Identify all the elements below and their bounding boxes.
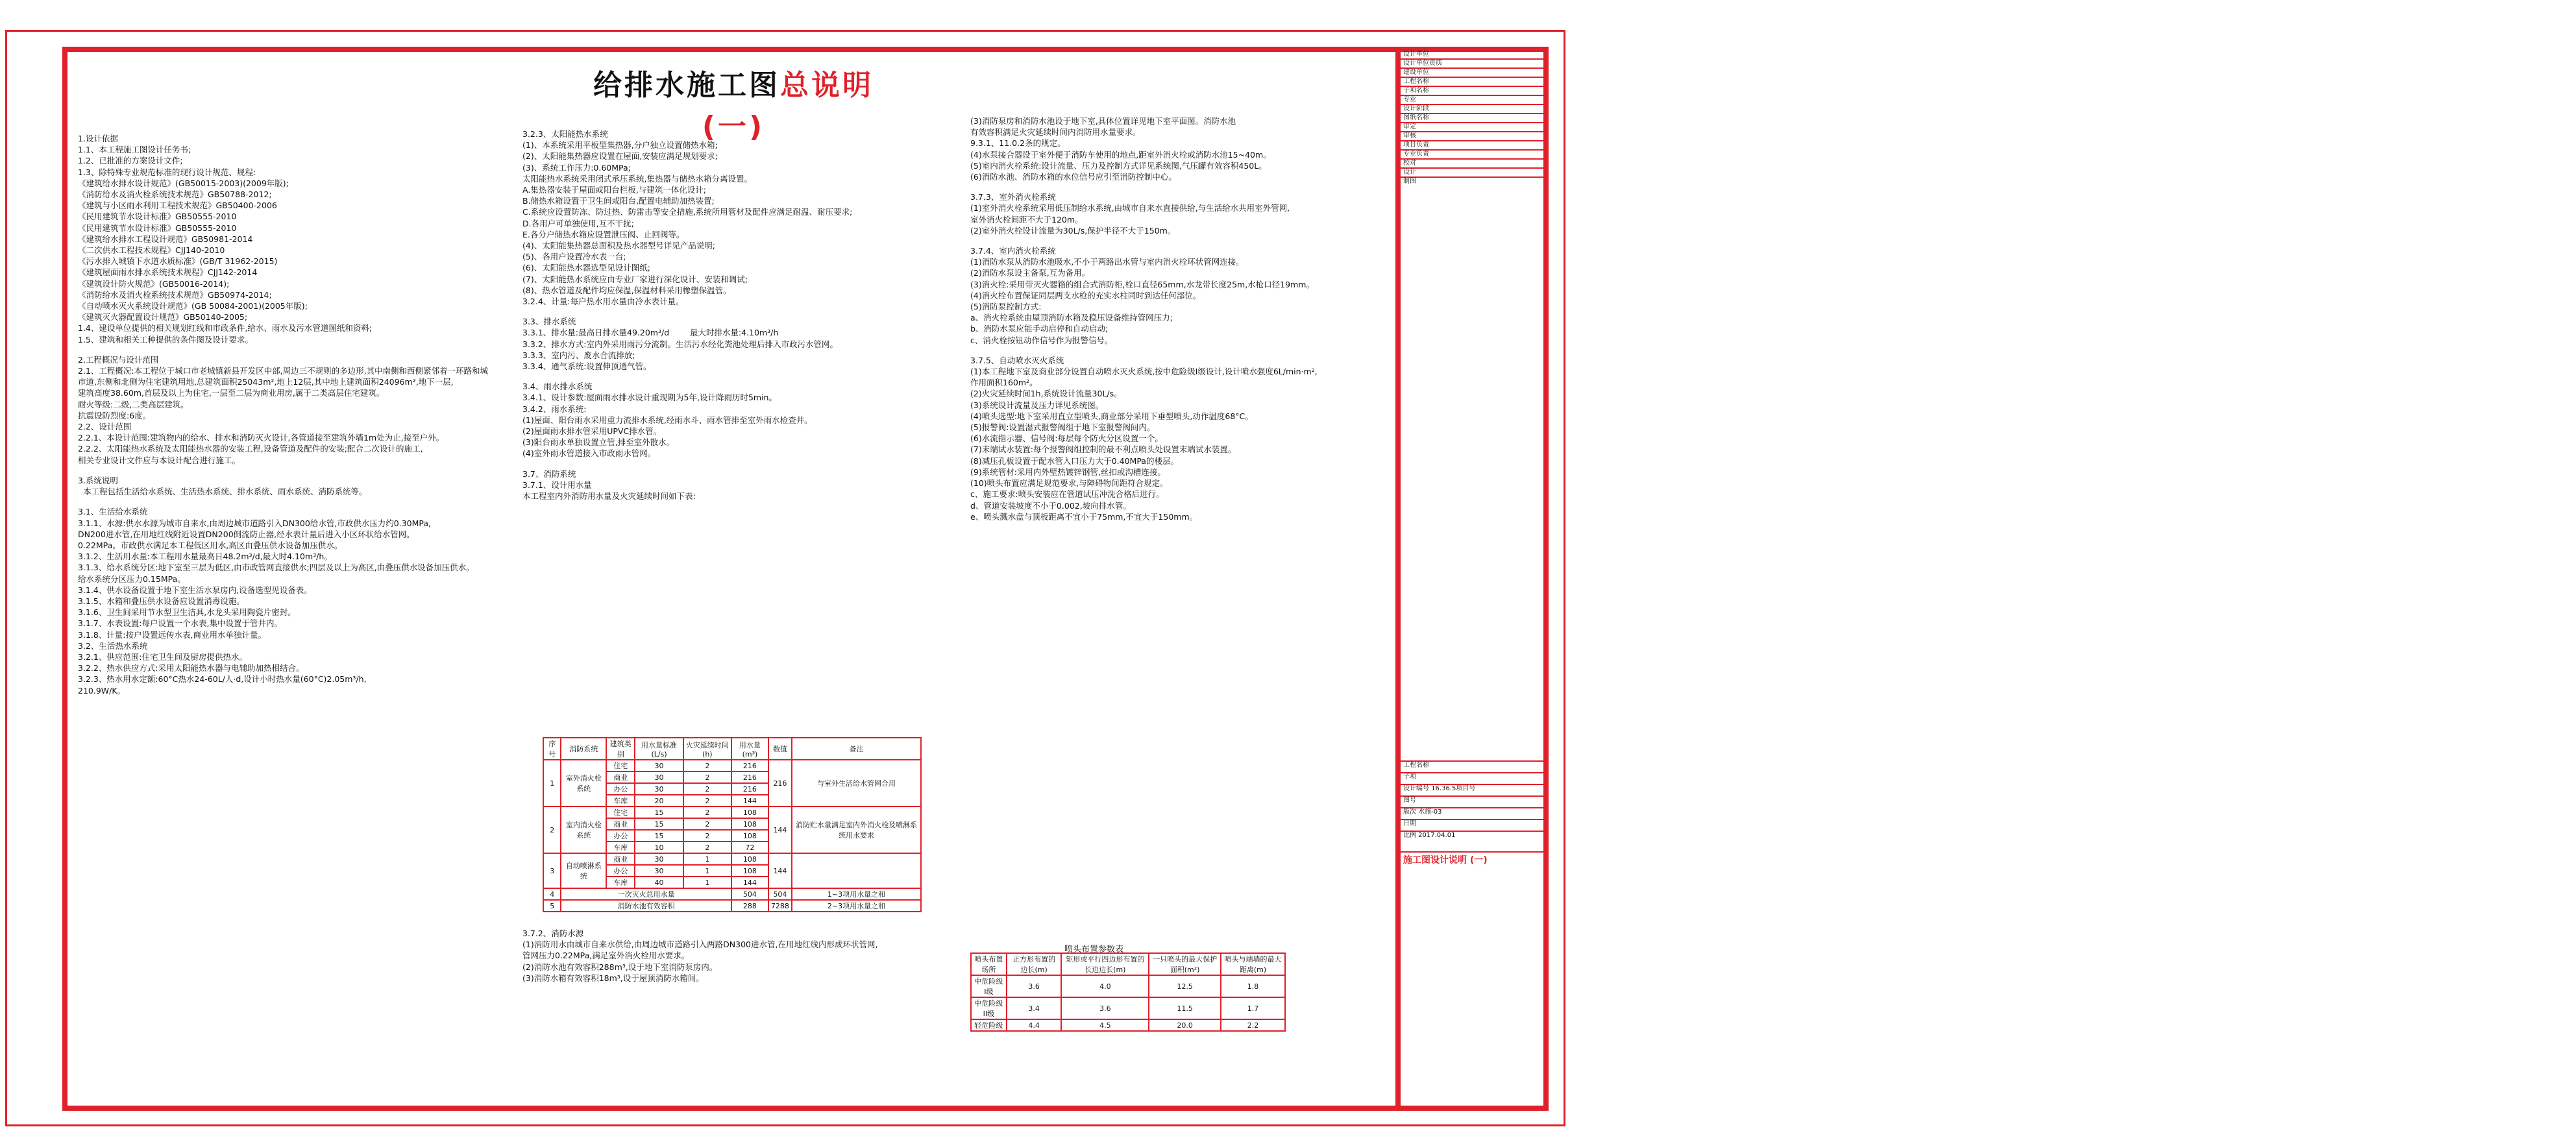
note-line [970,182,1425,191]
title-block-label: 工程名称 [1403,762,1429,769]
note-line: (2)、太阳能集热器应设置在屋面,安装应满足规划要求; [522,151,718,162]
sprinkler-parameter-table [970,952,1286,1032]
table-cell: 2 [683,830,731,842]
note-line: 《建筑给水排水工程设计规范》GB50981-2014 [78,234,253,244]
note-line: 2.1、工程概况:本工程位于城口市老城镇新县开发区中部,周边三不规则的多边形,其中南侧和西侧紧邻着一环路和城 [78,366,489,376]
note-line: c、施工要求:喷头安装应在管道试压冲洗合格后进行。 [970,489,1164,500]
title-block-row: 建设单位 [1401,67,1549,77]
table-cell: 40 [635,877,683,888]
note-line: (2)消防水池有效容积288m³,设于地下室消防泵房内。 [522,962,718,972]
table-cell: 4.0 [1061,975,1149,997]
note-line: 3.7.5、自动喷水灭火系统 [970,355,1064,365]
table-cell: 消防水池有效容积 [561,900,731,912]
title-block-row [1401,772,1549,784]
note-line: 1.4、建设单位提供的相关规划红线和市政条件,给水、雨水及污水管道图纸和资料; [78,323,373,334]
table-cell: 144 [768,806,792,853]
note-line: 1.设计依据 [78,134,118,143]
note-line: 《污水排入城镇下水道水质标准》(GB/T 31962-2015) [78,256,278,267]
note-line: C.系统应设置防冻、防过热、防雷击等安全措施,系统所用管材及配件应满足耐温、耐压要求; [522,207,853,217]
note-line: 有效容积满足火灾延续时间内消防用水量要求。 [970,127,1141,138]
table-cell: 216 [731,771,768,783]
title-block-row: 审定 [1401,122,1549,131]
table-cell: 轻危险级 [971,1019,1007,1031]
table-cell: 一次灭火总用水量 [561,888,731,900]
note-line: 1.1、本工程施工图设计任务书; [78,145,191,155]
table-cell: 30 [635,853,683,865]
fire-table-header [543,738,921,760]
note-line: 抗震设防烈度:6度。 [78,410,151,420]
title-block-row: 设计单位资质 [1401,58,1549,67]
table-cell: 喷头布置场所 [971,953,1007,975]
table-cell: 正方形布置的边长(m) [1007,953,1062,975]
note-line: (3)、系统工作压力:0.60MPa; [522,162,631,173]
note-line: (3)消火栓:采用带灭火器箱的组合式消防柜,栓口直径65mm,水龙带长度25m,水枪口径19mm。 [970,279,1314,289]
note-line: (5)消防泵控制方式: [970,302,1042,312]
note-line: 3.1、生活给水系统 [78,507,148,517]
table-row [543,888,921,900]
note-line: 3.7.2、消防水源 [522,928,584,938]
table-cell: 30 [635,865,683,877]
title-block-value: 16.36.5项目号 [1429,785,1476,792]
table-cell: 车库 [606,842,635,853]
note-line: 3.系统说明 [78,475,118,485]
note-line: 3.2.4、计量:每户热水用水量由冷水表计量。 [522,297,684,307]
table-cell: 自动喷淋系统 [561,853,606,888]
table-cell: 室内消火栓系统 [561,806,606,853]
note-line: c、消火栓按钮动作信号作为报警信号。 [970,335,1113,345]
table-cell: 办公 [606,830,635,842]
table-cell: 办公 [606,783,635,795]
table-cell: 住宅 [606,806,635,818]
title-block [1395,47,1549,1111]
table-row [971,975,1285,997]
table-cell: 504 [768,888,792,900]
note-line: (6)水流指示器、信号阀:每层每个防火分区设置一个。 [970,433,1163,444]
table-cell: 火灾延续时间(h) [683,738,731,760]
note-line: (7)、太阳能热水系统应由专业厂家进行深化设计、安装和调试; [522,274,748,284]
note-line: 《消防给水及消火栓系统技术规范》GB50974-2014; [78,289,272,300]
note-line: 本工程室内外消防用水量及火灾延续时间如下表: [522,491,696,502]
table-cell: 住宅 [606,760,635,771]
table-cell: 5 [543,900,561,912]
table-row [543,806,921,818]
table-cell: 中危险级I级 [971,975,1007,997]
table-cell: 用水量(m³) [731,738,768,760]
table-cell: 108 [731,853,768,865]
table-cell: 数值 [768,738,792,760]
note-line: (2)屋面雨水排水管采用UPVC排水管。 [522,426,662,437]
note-line: 3.3、排水系统 [522,317,576,327]
table-cell: 30 [635,771,683,783]
note-line: 《建筑给水排水设计规范》(GB50015-2003)(2009年版); [78,178,289,188]
note-line: 210.9W/K。 [78,685,126,696]
note-line: (5)、各用户设置冷水表一台; [522,252,626,262]
note-line: (6)、太阳能热水器选型见设计图纸; [522,263,650,273]
table-cell: 商业 [606,771,635,783]
note-line [970,236,1425,245]
note-line: 3.1.1、水源:供水水源为城市自来水,由周边城市道路引入DN300给水管,市政供水压力约0.30MPa, [78,518,432,528]
table-cell: 3 [543,853,561,888]
table-cell: 20.0 [1149,1019,1221,1031]
title-block-row: 子项名称 [1401,86,1549,95]
note-line: E.各分户储热水箱应设置泄压阀、止回阀等。 [522,229,685,239]
title-block-row [1401,795,1549,807]
note-line: 3.2、生活热水系统 [78,640,148,651]
table-cell: 消防贮水量满足室内外消火栓及喷淋系统用水要求 [792,806,921,853]
note-line: 3.1.4、供水设备设置于地下室生活水泵房内,设备选型见设备表。 [78,585,312,595]
note-line: (1)室外消火栓系统采用低压制给水系统,由城市自来水直接供给,与生活给水共用室外管网, [970,203,1290,213]
title-block-label: 版次 [1403,808,1416,816]
title-block-row: 图纸名称 [1401,113,1549,122]
table-cell: 1~3项用水量之和 [792,888,921,900]
title-block-row: 审核 [1401,131,1549,140]
table-cell: 2 [543,806,561,853]
table-cell: 15 [635,806,683,818]
fire-water-demand-table [543,737,922,912]
table-cell: 商业 [606,853,635,865]
title-block-row: 设计 [1401,167,1549,176]
table-row [971,997,1285,1019]
table-cell: 216 [731,783,768,795]
title-part-2: 总说明(一) [702,69,874,143]
note-line: DN200进水管,在用地红线附近设置DN200倒流防止器,经水表计量后进入小区环状给水管网。 [78,529,415,539]
note-line: 相关专业设计文件应与本设计配合进行施工。 [78,455,241,465]
table-cell: 4 [543,888,561,900]
note-line [78,345,519,354]
title-block-row: 设计阶段 [1401,104,1549,113]
table-cell: 3.6 [1061,997,1149,1019]
table-cell: 4.4 [1007,1019,1062,1031]
table-cell: 与室外生活给水管网合用 [792,760,921,806]
table-cell: 建筑类别 [606,738,635,760]
table-cell: 车库 [606,877,635,888]
table-cell: 2 [683,842,731,853]
table-cell: 3.6 [1007,975,1062,997]
title-block-row [1401,807,1549,819]
table-cell: 2 [683,806,731,818]
title-block-label: 日期 [1403,820,1416,827]
note-line: 《建筑与小区雨水利用工程技术规范》GB50400-2006 [78,200,277,211]
note-line: 《消防给水及消火栓系统技术规范》GB50788-2012; [78,189,272,200]
note-line: 3.2.2、热水供应方式:采用太阳能热水器与电辅助加热相结合。 [78,663,304,673]
table-cell: 10 [635,842,683,853]
note-line: B.储热水箱设置于卫生间或阳台,配置电辅助加热装置; [522,196,715,206]
table-cell: 喷头与端墙的最大距离(m) [1221,953,1285,975]
note-line: 3.7、消防系统 [522,468,576,479]
note-line: 给水系统分区压力0.15MPa。 [78,574,186,584]
title-block-label: 子项 [1403,773,1416,781]
note-line: 3.1.2、生活用水量:本工程用水量最高日48.2m³/d,最大时4.10m³/h。 [78,552,332,562]
note-line: (3)消防泵房和消防水池设于地下室,具体位置详见地下室平面图。消防水池 [970,116,1236,126]
note-line: 3.4.1、设计参数:屋面雨水排水设计重现期为5年,设计降雨历时5min。 [522,393,777,403]
note-line: 《自动喷水灭火系统设计规范》(GB 50084-2001)(2005年版); [78,301,308,311]
note-line: 3.4.2、雨水系统: [522,404,587,414]
table-cell: 4.5 [1061,1019,1149,1031]
note-line: d、管道安装坡度不小于0.002,坡向排水管。 [970,500,1131,511]
table-cell: 2~3项用水量之和 [792,900,921,912]
note-line: (6)消防水池、消防水箱的水位信号应引至消防控制中心。 [970,172,1177,182]
note-line: 9.3.1、11.0.2条的规定。 [970,138,1066,149]
title-block-value: 2017.04.01 [1416,832,1456,839]
notes-column-1 [78,133,519,696]
note-line: (3)消防水箱有效容积18m³,设于屋顶消防水箱间。 [522,973,704,983]
note-line: 1.2、已批准的方案设计文件; [78,156,183,166]
drawing-title: 施工图设计说明 (一) [1401,851,1549,868]
note-line: (4)喷头选型:地下室采用直立型喷头,商业部分采用下垂型喷头,动作温度68°C。 [970,411,1253,421]
note-line [522,459,977,468]
note-line: (2)消防水泵设主备泵,互为备用。 [970,268,1090,278]
table-cell: 1.8 [1221,975,1285,997]
note-line: 3.1.8、计量:按户设置远传水表,商业用水单独计量。 [78,629,266,640]
table-cell: 15 [635,830,683,842]
table-cell: 108 [731,806,768,818]
table-cell: 1 [683,865,731,877]
table-cell: 车库 [606,795,635,806]
note-line: 3.3.4、通气系统:设置伸顶通气管。 [522,361,652,372]
note-line: (3)阳台雨水单独设置立管,排至室外散水。 [522,437,675,448]
table-cell: 1 [683,877,731,888]
note-line: 太阳能热水系统采用闭式承压系统,集热器与储热水箱分离设置。 [522,173,752,184]
note-line: (4)、太阳能集热器总面积及热水器型号详见产品说明; [522,241,715,251]
note-line: 3.1.6、卫生间采用节水型卫生洁具,水龙头采用陶瓷片密封。 [78,607,296,618]
table-cell: 108 [731,818,768,830]
table-cell: 1 [543,760,561,806]
title-block-row: 项目负责 [1401,140,1549,149]
table-row [543,760,921,771]
title-block-row: 专业 [1401,95,1549,104]
note-line: (4)室外雨水管道接入市政雨水管网。 [522,448,656,459]
note-line: 《建筑设计防火规范》(GB50016-2014); [78,278,230,289]
table-row [543,853,921,865]
note-line: 《建筑灭火器配置设计规范》GB50140-2005; [78,312,248,322]
note-line: (8)减压孔板设置于配水管入口压力大于0.40MPa的楼层。 [970,455,1179,466]
table-cell: 室外消火栓系统 [561,760,606,806]
title-block-row [1401,831,1549,842]
table-cell: 消防系统 [561,738,606,760]
note-line: (5)报警阀:设置湿式报警阀组于地下室报警阀间内。 [970,422,1155,433]
table-cell: 216 [731,760,768,771]
note-line: 0.22MPa。市政供水满足本工程低区用水,高区由叠压供水设备加压供水。 [78,540,343,550]
note-line: 3.3.1、排水量:最高日排水量49.20m³/d 最大时排水量:4.10m³/h [522,328,779,338]
table-cell: 504 [731,888,768,900]
table-cell: 30 [635,760,683,771]
note-line: 3.2.3、太阳能热水系统 [522,129,608,139]
title-block-value: 水施-03 [1416,808,1442,816]
table-cell: 2.2 [1221,1019,1285,1031]
note-line: 1.5、建筑和相关工种提供的条件图及设计要求。 [78,334,253,345]
note-line: 3.3.3、室内污、废水合流排放; [522,350,635,360]
note-line: 1.3、除特殊专业规范标准的现行设计规范、规程: [78,167,256,177]
title-block-row [1401,784,1549,795]
note-line: 3.3.2、排水方式:室内外采用雨污分流制。生活污水经化粪池处理后排入市政污水管网。 [522,339,839,349]
table-cell: 108 [731,830,768,842]
table-cell: 15 [635,818,683,830]
table-cell: 30 [635,783,683,795]
note-line: 本工程包括生活给水系统、生活热水系统、排水系统、雨水系统、消防系统等。 [78,487,367,497]
table-cell: 20 [635,795,683,806]
note-line: 3.7.3、室外消火栓系统 [970,192,1056,202]
note-line: 3.7.4、室内消火栓系统 [970,246,1056,256]
title-block-label: 比例 [1403,832,1416,839]
table-cell: 用水量标准(L/s) [635,738,683,760]
note-line: 2.2.2、太阳能热水系统及太阳能热水器的安装工程,设备管道及配件的安装;配合二次设计的施工, [78,444,423,454]
table-cell: 序号 [543,738,561,760]
note-line [522,372,977,381]
table-cell: 288 [731,900,768,912]
table-cell: 2 [683,771,731,783]
note-line: 耐火等级:二级,二类高层建筑。 [78,399,189,409]
table-cell: 144 [731,877,768,888]
note-line: (4)消火栓布置保证同层两支水枪的充实水柱同时到达任何部位。 [970,290,1201,300]
note-line: 2.2.1、本设计范围:建筑物内的给水、排水和消防灭火设计,各管道接至建筑外墙1m处为止,接至户外。 [78,433,445,443]
note-line: (2)室外消火栓设计流量为30L/s,保护半径不大于150m。 [970,225,1176,236]
note-line: 管网压力0.22MPa,满足室外消火栓用水要求。 [522,951,690,961]
table-cell: 216 [768,760,792,806]
title-block-row: 制图 [1401,176,1549,186]
table-cell: 1.7 [1221,997,1285,1019]
note-line: 《建筑屋面雨水排水系统技术规程》CJJ142-2014 [78,267,258,278]
note-line: (1)、本系统采用平板型集热器,分户独立设置储热水箱; [522,140,718,151]
table-cell: 108 [731,865,768,877]
note-line: (9)系统管材:采用内外壁热镀锌钢管,丝扣或沟槽连接。 [970,467,1166,477]
table-cell: 矩形或平行四边形布置的长边边长(m) [1061,953,1149,975]
table-cell: 办公 [606,865,635,877]
table-cell: 144 [768,853,792,888]
note-line: 市道,东侧和北侧为住宅建筑用地,总建筑面积25043m²,地上12层,其中地上建筑面积24096m²,地下一层, [78,377,454,387]
note-line: 3.1.3、给水系统分区:地下室至三层为低区,由市政管网直接供水;四层及以上为高区,由叠压供水设备加压供水。 [78,563,474,573]
table-cell: 3.4 [1007,997,1062,1019]
title-block-label: 设计编号 [1403,785,1429,792]
table-cell: 2 [683,783,731,795]
note-line: 3.2.1、供应范围:住宅卫生间及厨房提供热水。 [78,651,248,662]
notes-column-2-fire-source [522,928,977,984]
sprinkler-table-header [971,953,1285,975]
note-line: 3.7.1、设计用水量 [522,479,592,490]
note-line: e、喷头溅水盘与顶板距离不宜小于75mm,不宜大于150mm。 [970,511,1198,522]
title-block-row [1401,760,1549,772]
note-line: (1)消防用水由城市自来水供给,由周边城市道路引入两路DN300进水管,在用地红线内形成环状管网, [522,940,878,950]
table-cell: 11.5 [1149,997,1221,1019]
note-line: (7)末端试水装置:每个报警阀组控制的最不利点喷头处设置末端试水装置。 [970,444,1236,455]
table-cell: 中危险级II级 [971,997,1007,1019]
title-part-1: 给排水施工图 [593,69,780,102]
title-block-row: 工程名称 [1401,77,1549,86]
note-line: A.集热器安装于屋面或阳台栏板,与建筑一体化设计; [522,185,706,195]
note-line: D.各用户可单独使用,互不干扰; [522,218,634,228]
note-line: (8)、热水管道及配件均应保温,保温材料采用橡塑保温管。 [522,285,731,295]
notes-column-3 [970,115,1425,522]
table-cell: 72 [731,842,768,853]
note-line: 作用面积160m²。 [970,378,1038,388]
note-line: a、消火栓系统由屋顶消防水箱及稳压设备维持管网压力; [970,313,1173,323]
table-cell: 12.5 [1149,975,1221,997]
note-line: 3.2.3、热水用水定额:60°C热水24-60L/人·d,设计小时热水量(60°C)2.05m³/h, [78,674,367,685]
note-line: (10)喷头布置应满足规范要求,与障碍物间距符合规定。 [970,478,1168,489]
table-cell: 2 [683,795,731,806]
title-block-row: 专业负责 [1401,149,1549,158]
note-line: 《民用建筑节水设计标准》GB50555-2010 [78,223,237,233]
note-line: (4)水泵接合器设于室外便于消防车使用的地点,距室外消火栓或消防水池15~40m。 [970,149,1271,160]
note-line: 2.工程概况与设计范围 [78,354,159,365]
table-cell: 7288 [768,900,792,912]
table-cell: 一只喷头的最大保护面积(m²) [1149,953,1221,975]
sprinkler-table-title: 喷头布置参数表 [1064,945,1124,954]
note-line: 建筑高度38.60m,首层及以上为住宅,一层至二层为商业用房,属于二类高层住宅建筑。 [78,388,385,398]
note-line: (1)本工程地下室及商业部分设置自动喷水灭火系统,按中危险级I级设计,设计喷水强度6L/min·m², [970,367,1318,377]
note-line: 3.1.7、水表设置:每户设置一个水表,集中设置于管井内。 [78,618,282,629]
table-cell: 1 [683,853,731,865]
table-cell: 144 [731,795,768,806]
note-line: 2.2、设计范围 [78,422,132,432]
title-block-row [1401,819,1549,831]
title-block-row: 校对 [1401,158,1549,167]
table-cell: 备注 [792,738,921,760]
note-line: (3)系统设计流量及压力详见系统图。 [970,400,1104,410]
note-line: 《二次供水工程技术规程》CJJ140-2010 [78,245,225,256]
table-row [543,900,921,912]
note-line [78,466,519,475]
table-row [971,1019,1285,1031]
table-cell: 商业 [606,818,635,830]
note-line: 3.4、雨水排水系统 [522,382,593,392]
table-cell [792,853,921,888]
note-line: 室外消火栓间距不大于120m。 [970,214,1083,224]
note-line: 3.1.5、水箱和叠压供水设备应设置消毒设施。 [78,596,245,606]
title-block-label: 图号 [1403,797,1416,804]
note-line [970,346,1425,355]
note-line [78,497,519,506]
note-line: b、消防水泵应能手动启停和自动启动; [970,324,1109,334]
notes-column-2 [522,128,977,502]
note-line [522,307,977,316]
table-cell: 2 [683,818,731,830]
note-line: (1)屋面、阳台雨水采用重力流排水系统,经雨水斗、雨水管排至室外雨水检查井。 [522,415,813,425]
table-cell: 2 [683,760,731,771]
note-line: 《民用建筑节水设计标准》GB50555-2010 [78,212,237,222]
note-line: (5)室内消火栓系统:设计流量、压力及控制方式详见系统图,气压罐有效容积450L。 [970,160,1267,171]
note-line: (2)火灾延续时间1h,系统设计流量30L/s。 [970,389,1122,399]
note-line: (1)消防水泵从消防水池吸水,不小于两路出水管与室内消火栓环状管网连接。 [970,257,1244,267]
title-block-row: 设计单位 [1401,49,1549,58]
